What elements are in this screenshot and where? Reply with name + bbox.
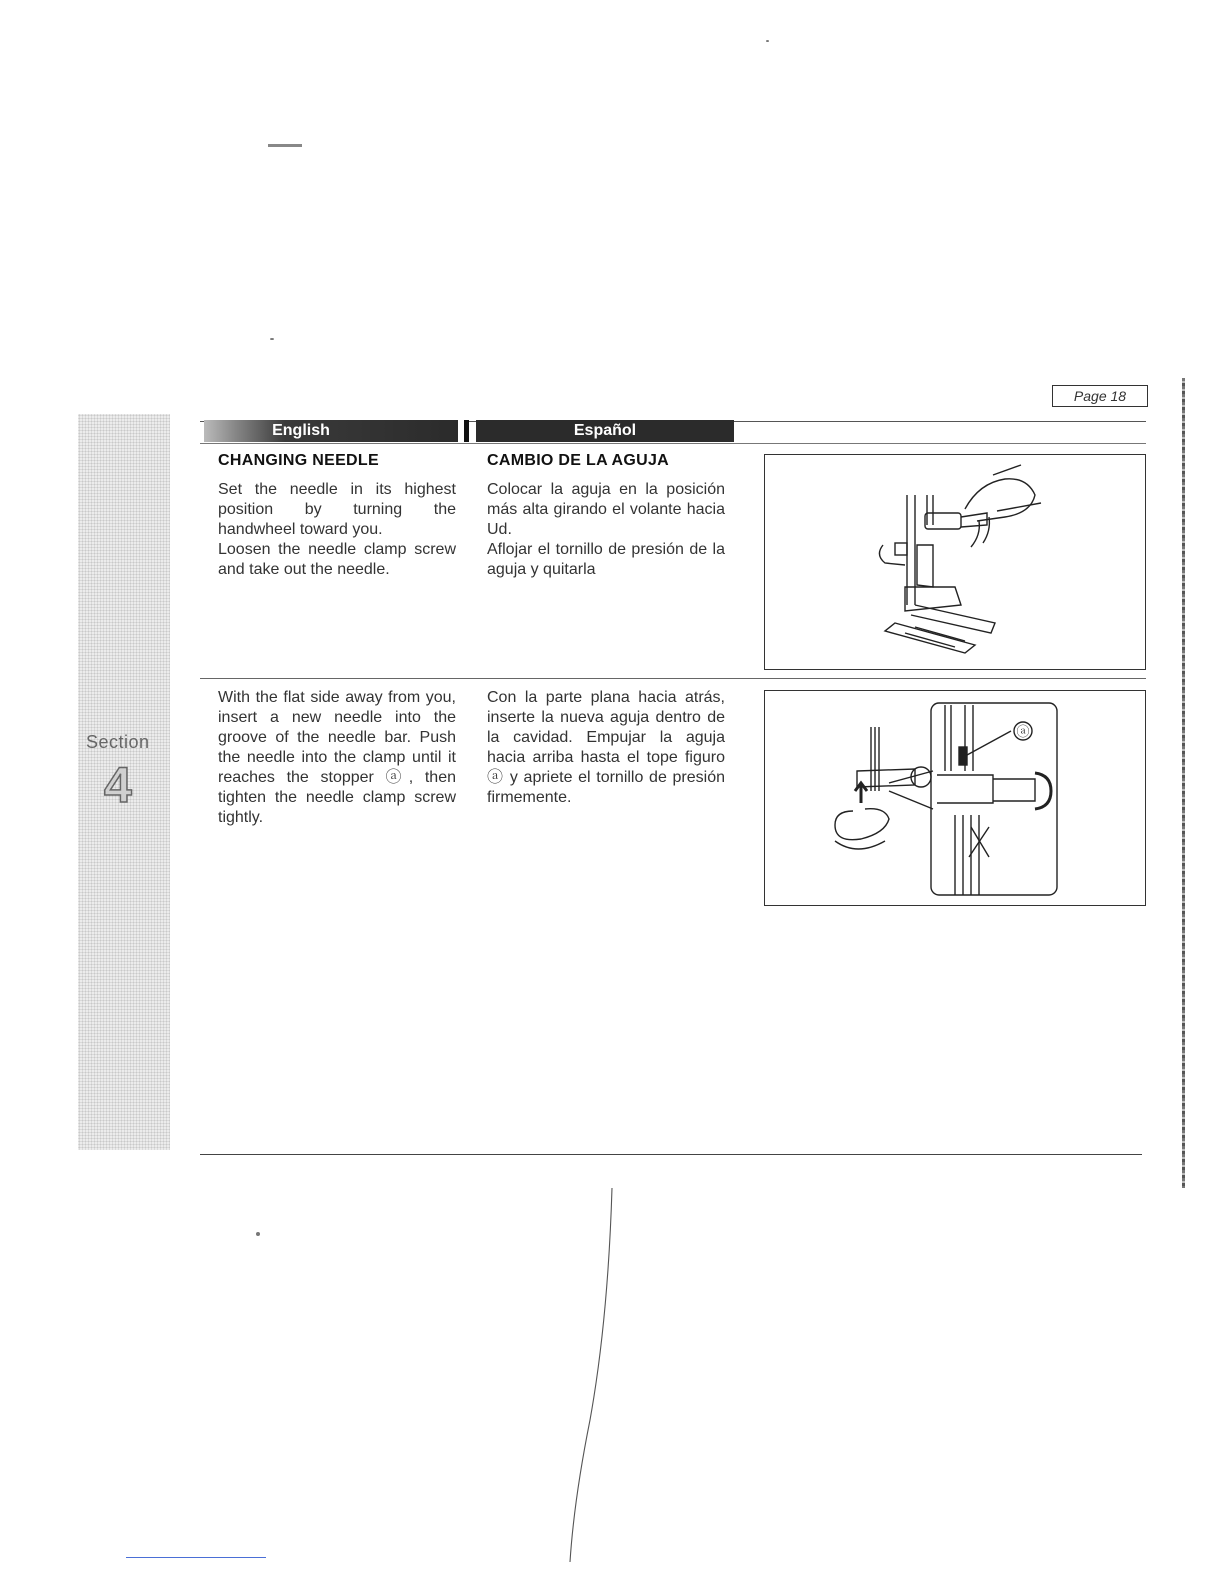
section-divider bbox=[200, 678, 1146, 679]
en-heading: CHANGING NEEDLE bbox=[218, 452, 379, 469]
en-step-1: Set the needle in its highest position by turning the handwheel toward you. bbox=[218, 481, 456, 538]
en-instructions-1 bbox=[218, 480, 456, 580]
scan-speck bbox=[256, 1232, 260, 1236]
en-step-2: Loosen the needle clamp screw and take out the needle. bbox=[218, 541, 456, 578]
scan-mark bbox=[268, 144, 302, 147]
needle-insertion-illustration bbox=[765, 691, 1145, 905]
footer-underline bbox=[126, 1557, 266, 1558]
tab-separator-block bbox=[464, 420, 469, 442]
tab-english-label: English bbox=[272, 422, 330, 439]
es-step-1: Colocar la aguja en la posición más alta girando el volante hacia Ud. bbox=[487, 481, 725, 538]
scan-speck bbox=[766, 40, 769, 42]
section-label: Section bbox=[86, 732, 150, 752]
figure-marker-a: ⓐ bbox=[1016, 724, 1030, 739]
header-rule-bottom bbox=[200, 443, 1146, 444]
en-instructions-2: With the flat side away from you, insert a new needle into the groove of the needle bar. Push the needle into the clamp until it reaches the stopper ⓐ, then tighten the needle clamp screw tightly. bbox=[218, 689, 456, 826]
scan-edge bbox=[1182, 378, 1185, 1188]
scan-stroke bbox=[530, 1180, 630, 1570]
tab-english bbox=[204, 420, 458, 442]
es-heading: CAMBIO DE LA AGUJA bbox=[487, 452, 669, 469]
es-instructions-1 bbox=[487, 480, 725, 580]
figure-insert-needle bbox=[764, 690, 1146, 906]
bottom-rule bbox=[200, 1154, 1142, 1155]
page-number: Page 18 bbox=[1052, 385, 1148, 407]
needle-removal-illustration bbox=[765, 455, 1145, 669]
scan-speck bbox=[270, 338, 274, 340]
es-instructions-2: Con la parte plana hacia atrás, inserte la nueva aguja dentro de la cavidad. Empujar la aguja hacia arriba hasta el tope figuro ⓐ y apriete el tornillo de presión firmemente. bbox=[487, 689, 725, 806]
tab-spanish-label: Español bbox=[573, 422, 637, 439]
figure-remove-needle bbox=[764, 454, 1146, 670]
section-number: 4 bbox=[104, 757, 132, 813]
tab-spanish bbox=[476, 420, 734, 442]
es-step-2: Aflojar el tornillo de presión de la aguja y quitarla bbox=[487, 541, 725, 578]
